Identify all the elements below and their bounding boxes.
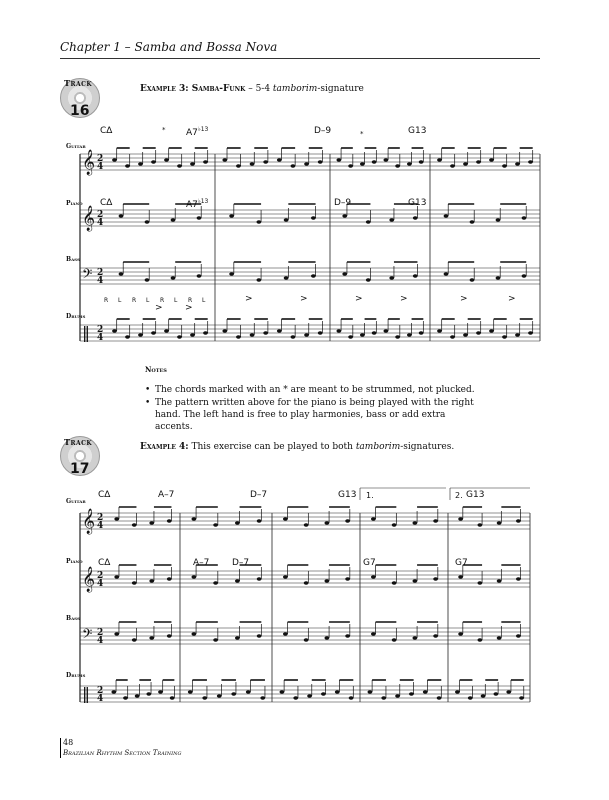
accent-mark: > bbox=[155, 303, 163, 313]
piano-notehead bbox=[444, 214, 449, 217]
bass-notehead bbox=[497, 636, 502, 639]
guitar-notehead bbox=[515, 162, 520, 165]
instrument-bass: Bass bbox=[66, 256, 80, 263]
drums-notehead bbox=[158, 690, 163, 693]
piano-notehead bbox=[229, 214, 234, 217]
guitar-notehead bbox=[138, 162, 143, 165]
example4-title bbox=[140, 442, 454, 452]
piano-notehead bbox=[283, 575, 288, 578]
piano-notehead bbox=[145, 220, 150, 223]
guitar-notehead bbox=[433, 519, 438, 522]
piano-timesig-top: 2 bbox=[97, 571, 104, 581]
chapter-title: Chapter 1 – Samba and Bossa Nova bbox=[60, 40, 278, 54]
accent-mark: > bbox=[400, 294, 408, 304]
note-item: • The chords marked with an * are meant to be strummed, not plucked. bbox=[155, 384, 485, 396]
piano-chord-2-root: A7 bbox=[186, 200, 198, 210]
drums-notehead bbox=[260, 696, 265, 699]
notes-heading: Notes bbox=[145, 365, 167, 374]
guitar-notehead bbox=[167, 519, 172, 522]
piano-notehead bbox=[433, 577, 438, 580]
drums-notehead bbox=[236, 335, 241, 338]
drums-notehead bbox=[318, 331, 323, 334]
piano-notehead bbox=[284, 218, 289, 221]
guitar-notehead bbox=[177, 164, 182, 167]
drums-timesig-top: 2 bbox=[97, 686, 104, 696]
guitar-notehead bbox=[345, 519, 350, 522]
example4-title-bold: Example 4: bbox=[140, 442, 189, 452]
guitar-notehead bbox=[497, 521, 502, 524]
piano-clef: 𝄞 bbox=[82, 206, 96, 231]
drums-notehead bbox=[112, 329, 117, 332]
drums-notehead bbox=[383, 329, 388, 332]
guitar-notehead bbox=[112, 158, 117, 161]
drums-notehead bbox=[321, 692, 326, 695]
guitar-notehead bbox=[213, 523, 218, 526]
bass-notehead bbox=[345, 634, 350, 637]
drums-notehead bbox=[519, 696, 524, 699]
guitar-notehead bbox=[372, 160, 377, 163]
guitar-notehead bbox=[360, 162, 365, 165]
piano-chord-3: D–7 bbox=[232, 558, 250, 568]
guitar-notehead bbox=[149, 521, 154, 524]
drums-timesig-bottom: 4 bbox=[97, 333, 104, 343]
bass-notehead bbox=[197, 274, 202, 277]
guitar-clef: 𝄞 bbox=[82, 150, 96, 175]
guitar-notehead bbox=[114, 517, 119, 520]
sticking-letter: L bbox=[118, 297, 122, 304]
chord-2-root: A7 bbox=[186, 128, 198, 138]
drums-notehead bbox=[177, 335, 182, 338]
drums-notehead bbox=[138, 333, 143, 336]
guitar-notehead bbox=[407, 162, 412, 165]
bass-notehead bbox=[256, 278, 261, 281]
guitar-notehead bbox=[437, 158, 442, 161]
piano-notehead bbox=[304, 581, 309, 584]
accent-mark: > bbox=[355, 294, 363, 304]
drums-notehead bbox=[170, 696, 175, 699]
piano-chord-3: D–9 bbox=[334, 198, 352, 208]
piano-notehead bbox=[371, 575, 376, 578]
piano-notehead bbox=[345, 577, 350, 580]
drums-notehead bbox=[203, 331, 208, 334]
drums-notehead bbox=[190, 333, 195, 336]
piano-notehead bbox=[132, 581, 137, 584]
drums-notehead bbox=[349, 696, 354, 699]
drums-notehead bbox=[481, 694, 486, 697]
guitar-timesig-top: 2 bbox=[97, 513, 104, 523]
drums-notehead bbox=[463, 333, 468, 336]
piano-notehead bbox=[213, 581, 218, 584]
bass-notehead bbox=[132, 638, 137, 641]
page-number: 48 bbox=[63, 738, 74, 747]
drums-notehead bbox=[293, 696, 298, 699]
guitar-timesig-top: 2 bbox=[97, 154, 104, 164]
piano-notehead bbox=[477, 581, 482, 584]
bass-notehead bbox=[311, 274, 316, 277]
piano-chord-2: A–7 bbox=[193, 558, 210, 568]
guitar-notehead bbox=[318, 160, 323, 163]
example4-title-italic: tamborim bbox=[355, 442, 401, 452]
chord-5: G13 bbox=[466, 490, 485, 500]
guitar-notehead bbox=[257, 519, 262, 522]
guitar-notehead bbox=[476, 160, 481, 163]
piano-chord-4: G13 bbox=[408, 198, 427, 208]
bass-notehead bbox=[284, 276, 289, 279]
note-item: • The pattern written above for the piano is being played with the right hand. The left hand is free to play harmonies, bass or add extra accents. bbox=[155, 397, 485, 433]
piano-notehead bbox=[257, 577, 262, 580]
guitar-notehead bbox=[502, 164, 507, 167]
piano-chord-1: C∆ bbox=[98, 558, 111, 568]
piano-notehead bbox=[167, 577, 172, 580]
guitar-notehead bbox=[392, 523, 397, 526]
example3-title-end: -signature bbox=[317, 84, 364, 94]
bass-notehead bbox=[366, 278, 371, 281]
piano-notehead bbox=[149, 579, 154, 582]
instrument-drums: Drums bbox=[66, 313, 86, 320]
drums-notehead bbox=[409, 692, 414, 695]
drums-notehead bbox=[360, 333, 365, 336]
piano-notehead bbox=[171, 218, 176, 221]
instrument-guitar: Guitar bbox=[66, 143, 86, 150]
piano-clef: 𝄞 bbox=[82, 567, 96, 592]
drums-notehead bbox=[123, 696, 128, 699]
bass-notehead bbox=[304, 638, 309, 641]
drums-notehead bbox=[250, 333, 255, 336]
guitar-notehead bbox=[250, 162, 255, 165]
bass-notehead bbox=[458, 632, 463, 635]
guitar-notehead bbox=[304, 523, 309, 526]
bass-notehead bbox=[145, 278, 150, 281]
bass-timesig-bottom: 4 bbox=[97, 276, 104, 286]
piano-notehead bbox=[496, 218, 501, 221]
piano-notehead bbox=[412, 579, 417, 582]
piano-notehead bbox=[516, 577, 521, 580]
bass-notehead bbox=[470, 278, 475, 281]
guitar-notehead bbox=[191, 517, 196, 520]
drums-notehead bbox=[450, 335, 455, 338]
piano-notehead bbox=[197, 216, 202, 219]
bass-notehead bbox=[119, 272, 124, 275]
drums-notehead bbox=[222, 329, 227, 332]
piano-notehead bbox=[256, 220, 261, 223]
example3-title-italic: tamborim bbox=[272, 84, 318, 94]
drums-notehead bbox=[528, 331, 533, 334]
bass-notehead bbox=[413, 274, 418, 277]
piano-notehead bbox=[389, 218, 394, 221]
drums-timesig-top: 2 bbox=[97, 325, 104, 335]
guitar-notehead bbox=[151, 160, 156, 163]
sticking-letter: L bbox=[174, 297, 178, 304]
instrument-piano: Piano bbox=[66, 200, 83, 207]
bass-timesig-top: 2 bbox=[97, 628, 104, 638]
drums-notehead bbox=[202, 696, 207, 699]
bass-notehead bbox=[412, 636, 417, 639]
guitar-notehead bbox=[132, 523, 137, 526]
guitar-notehead bbox=[489, 158, 494, 161]
guitar-notehead bbox=[371, 517, 376, 520]
sticking-letter: R bbox=[160, 297, 165, 304]
piano-timesig-top: 2 bbox=[97, 210, 104, 220]
sticking-letter: L bbox=[202, 297, 206, 304]
bass-notehead bbox=[235, 636, 240, 639]
accent-mark: > bbox=[460, 294, 468, 304]
drums-notehead bbox=[502, 335, 507, 338]
drums-notehead bbox=[395, 694, 400, 697]
bass-notehead bbox=[167, 634, 172, 637]
bass-notehead bbox=[342, 272, 347, 275]
guitar-notehead bbox=[235, 521, 240, 524]
strum-mark: * bbox=[162, 126, 166, 134]
guitar-notehead bbox=[236, 164, 241, 167]
drums-notehead bbox=[372, 331, 377, 334]
drums-notehead bbox=[277, 329, 282, 332]
chord-2-ext: ♭13 bbox=[197, 126, 209, 133]
guitar-timesig-bottom: 4 bbox=[97, 162, 104, 172]
accent-mark: > bbox=[508, 294, 516, 304]
guitar-notehead bbox=[458, 517, 463, 520]
piano-notehead bbox=[324, 579, 329, 582]
drums-notehead bbox=[263, 331, 268, 334]
bass-notehead bbox=[496, 276, 501, 279]
piano-notehead bbox=[311, 216, 316, 219]
guitar-notehead bbox=[291, 164, 296, 167]
drums-notehead bbox=[368, 690, 373, 693]
chord-1: C∆ bbox=[98, 490, 111, 500]
instrument-bass: Bass bbox=[66, 615, 80, 622]
bass-notehead bbox=[283, 632, 288, 635]
bass-notehead bbox=[171, 276, 176, 279]
drums-notehead bbox=[291, 335, 296, 338]
drums-notehead bbox=[455, 690, 460, 693]
drums-notehead bbox=[506, 690, 511, 693]
example3-title-rest: – 5-4 bbox=[245, 84, 273, 94]
drums-clef: ‖ bbox=[82, 323, 90, 342]
guitar-notehead bbox=[283, 517, 288, 520]
guitar-notehead bbox=[263, 160, 268, 163]
sticking-letter: R bbox=[132, 297, 137, 304]
example4-title-end: -signatures. bbox=[400, 442, 455, 452]
book-title: Brazilian Rhythm Section Training bbox=[63, 749, 182, 757]
drums-notehead bbox=[336, 329, 341, 332]
piano-notehead bbox=[191, 575, 196, 578]
piano-chord-1: C∆ bbox=[100, 198, 113, 208]
guitar-notehead bbox=[125, 164, 130, 167]
drums-timesig-bottom: 4 bbox=[97, 694, 104, 704]
piano-notehead bbox=[114, 575, 119, 578]
drums-notehead bbox=[476, 331, 481, 334]
drums-notehead bbox=[280, 690, 285, 693]
guitar-notehead bbox=[383, 158, 388, 161]
guitar-notehead bbox=[528, 160, 533, 163]
drums-notehead bbox=[381, 696, 386, 699]
drums-notehead bbox=[335, 690, 340, 693]
drums-notehead bbox=[494, 692, 499, 695]
guitar-notehead bbox=[324, 521, 329, 524]
bass-notehead bbox=[522, 274, 527, 277]
drums-notehead bbox=[188, 690, 193, 693]
drums-notehead bbox=[515, 333, 520, 336]
bass-notehead bbox=[324, 636, 329, 639]
guitar-clef: 𝄞 bbox=[82, 509, 96, 534]
example3-title-bold: Example 3: Samba-Funk bbox=[140, 84, 246, 94]
bass-notehead bbox=[477, 638, 482, 641]
chord-3: D–7 bbox=[250, 490, 268, 500]
bass-notehead bbox=[191, 632, 196, 635]
bass-notehead bbox=[371, 632, 376, 635]
guitar-notehead bbox=[450, 164, 455, 167]
bass-notehead bbox=[444, 272, 449, 275]
guitar-notehead bbox=[516, 519, 521, 522]
guitar-notehead bbox=[412, 521, 417, 524]
drums-notehead bbox=[151, 331, 156, 334]
drums-notehead bbox=[395, 335, 400, 338]
strum-mark: * bbox=[360, 130, 364, 138]
guitar-notehead bbox=[190, 162, 195, 165]
drums-notehead bbox=[423, 690, 428, 693]
piano-chord-4: G7 bbox=[363, 558, 376, 568]
drums-notehead bbox=[468, 696, 473, 699]
guitar-notehead bbox=[203, 160, 208, 163]
bass-notehead bbox=[149, 636, 154, 639]
drums-notehead bbox=[407, 333, 412, 336]
guitar-notehead bbox=[336, 158, 341, 161]
guitar-notehead bbox=[164, 158, 169, 161]
piano-timesig-bottom: 4 bbox=[97, 579, 104, 589]
track-label: Track bbox=[64, 437, 93, 447]
example4-title-rest: This exercise can be played to both bbox=[188, 442, 356, 452]
bass-timesig-top: 2 bbox=[97, 268, 104, 278]
guitar-notehead bbox=[348, 164, 353, 167]
piano-notehead bbox=[522, 216, 527, 219]
bass-notehead bbox=[257, 634, 262, 637]
accent-mark: > bbox=[185, 303, 193, 313]
ending-1: 1. bbox=[366, 491, 374, 500]
drums-notehead bbox=[437, 329, 442, 332]
bass-notehead bbox=[213, 638, 218, 641]
chord-4: G13 bbox=[338, 490, 357, 500]
guitar-notehead bbox=[304, 162, 309, 165]
chord-4: G13 bbox=[408, 126, 427, 136]
drums-notehead bbox=[348, 335, 353, 338]
drums-notehead bbox=[146, 692, 151, 695]
piano-notehead bbox=[413, 216, 418, 219]
piano-notehead bbox=[119, 214, 124, 217]
guitar-notehead bbox=[419, 160, 424, 163]
piano-notehead bbox=[392, 581, 397, 584]
bass-notehead bbox=[229, 272, 234, 275]
sticking-letter: R bbox=[188, 297, 193, 304]
drums-notehead bbox=[246, 690, 251, 693]
piano-chord-5: G7 bbox=[455, 558, 468, 568]
track-number: 17 bbox=[70, 461, 90, 477]
guitar-notehead bbox=[477, 523, 482, 526]
ending-2: 2. bbox=[455, 491, 463, 500]
piano-chord-2-ext: ♭13 bbox=[197, 198, 209, 205]
bass-notehead bbox=[392, 638, 397, 641]
accent-mark: > bbox=[245, 294, 253, 304]
bass-clef: 𝄢 bbox=[82, 266, 93, 285]
piano-notehead bbox=[342, 214, 347, 217]
accent-mark: > bbox=[300, 294, 308, 304]
guitar-notehead bbox=[395, 164, 400, 167]
sticking-letter: L bbox=[146, 297, 150, 304]
footer-bar bbox=[60, 738, 61, 758]
piano-notehead bbox=[470, 220, 475, 223]
piano-notehead bbox=[458, 575, 463, 578]
bass-notehead bbox=[389, 276, 394, 279]
drums-clef: ‖ bbox=[82, 684, 90, 703]
instrument-drums: Drums bbox=[66, 672, 86, 679]
guitar-timesig-bottom: 4 bbox=[97, 521, 104, 531]
chord-3: D–9 bbox=[314, 126, 332, 136]
drums-notehead bbox=[437, 696, 442, 699]
drums-notehead bbox=[231, 692, 236, 695]
sticking-letter: R bbox=[104, 297, 109, 304]
drums-notehead bbox=[111, 690, 116, 693]
bass-notehead bbox=[516, 634, 521, 637]
drums-notehead bbox=[304, 333, 309, 336]
guitar-notehead bbox=[463, 162, 468, 165]
drums-notehead bbox=[217, 694, 222, 697]
drums-notehead bbox=[307, 694, 312, 697]
instrument-guitar: Guitar bbox=[66, 498, 86, 505]
bass-clef: 𝄢 bbox=[82, 626, 93, 645]
bass-notehead bbox=[433, 634, 438, 637]
drums-notehead bbox=[489, 329, 494, 332]
drums-notehead bbox=[164, 329, 169, 332]
bass-timesig-bottom: 4 bbox=[97, 636, 104, 646]
chord-2: A–7 bbox=[158, 490, 175, 500]
piano-notehead bbox=[497, 579, 502, 582]
guitar-notehead bbox=[277, 158, 282, 161]
piano-notehead bbox=[366, 220, 371, 223]
drums-notehead bbox=[125, 335, 130, 338]
piano-notehead bbox=[235, 579, 240, 582]
chord-1: C∆ bbox=[100, 126, 113, 136]
track-number: 16 bbox=[70, 103, 90, 119]
drums-notehead bbox=[135, 694, 140, 697]
guitar-notehead bbox=[222, 158, 227, 161]
drums-notehead bbox=[419, 331, 424, 334]
bass-notehead bbox=[114, 632, 119, 635]
track-label: Track bbox=[64, 78, 93, 88]
piano-timesig-bottom: 4 bbox=[97, 218, 104, 228]
instrument-piano: Piano bbox=[66, 558, 83, 565]
